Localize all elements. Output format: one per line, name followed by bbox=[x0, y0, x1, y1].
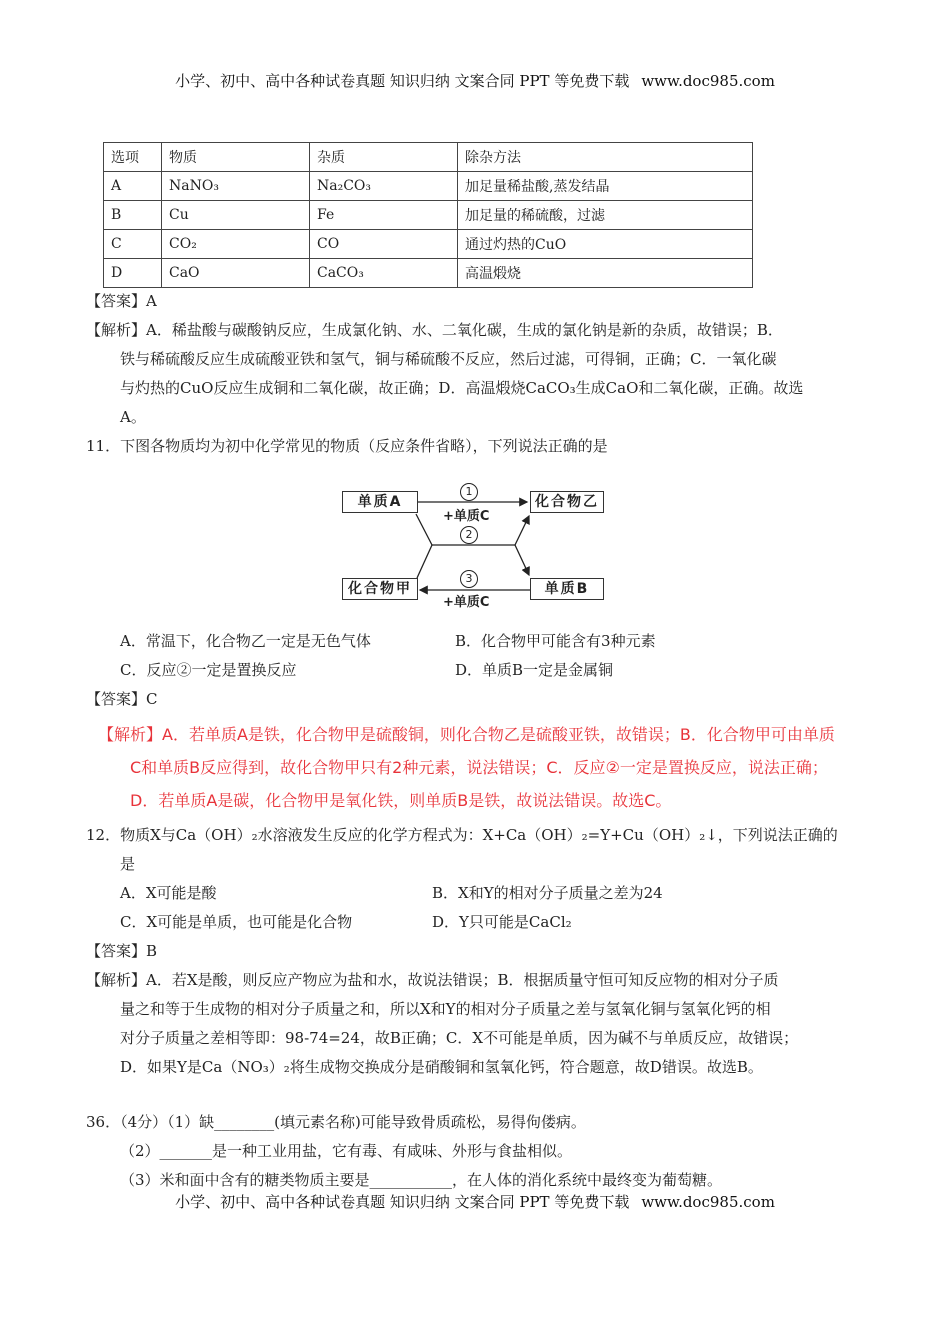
box-substance-b: 单质B bbox=[530, 578, 604, 600]
q11-answer: 【答案】C bbox=[86, 690, 158, 708]
table-header-row bbox=[104, 143, 753, 172]
q11-option-b: B．化合物甲可能含有3种元素 bbox=[455, 632, 656, 650]
table-cell: Cu bbox=[162, 201, 310, 230]
reaction-diagram bbox=[330, 478, 620, 618]
table-cell: 加足量稀盐酸,蒸发结晶 bbox=[458, 172, 753, 201]
q11-option-a: A．常温下，化合物乙一定是无色气体 bbox=[120, 632, 371, 650]
options-table bbox=[103, 142, 753, 288]
q12-option-b: B．X和Y的相对分子质量之差为24 bbox=[432, 884, 663, 902]
table-header: 杂质 bbox=[310, 143, 458, 172]
q12-analysis-line: 【解析】A．若X是酸，则反应产物应为盐和水，故说法错误；B．根据质量守恒可知反应物的相对分子质 bbox=[86, 971, 779, 989]
table-cell: C bbox=[104, 230, 162, 259]
q36-line: （2）_______是一种工业用盐，它有毒、有咸味、外形与食盐相似。 bbox=[120, 1142, 573, 1160]
box-compound-yi: 化合物乙 bbox=[530, 491, 604, 513]
table-header: 除杂方法 bbox=[458, 143, 753, 172]
reaction-2-label: 2 bbox=[460, 526, 478, 544]
box-compound-jia: 化合物甲 bbox=[342, 578, 418, 600]
q12-analysis-line: D．如果Y是Ca（NO₃）₂将生成物交换成分是硝酸铜和氢氧化钙，符合题意，故D错误。故选B。 bbox=[120, 1058, 763, 1076]
table-row bbox=[104, 172, 753, 201]
condition-top: +单质C bbox=[443, 509, 490, 524]
q10-analysis-line: 与灼热的CuO反应生成铜和二氧化碳，故正确；D．高温煅烧CaCO₃生成CaO和二氧化碳，正确。故选 bbox=[120, 379, 804, 397]
table-cell: A bbox=[104, 172, 162, 201]
q12-analysis-line: 量之和等于生成物的相对分子质量之和，所以X和Y的相对分子质量之差与氢氧化铜与氢氧化钙的相 bbox=[120, 1000, 771, 1018]
header-url[interactable]: www.doc985.com bbox=[641, 72, 775, 90]
table-cell: NaNO₃ bbox=[162, 172, 310, 201]
table-cell: CaO bbox=[162, 259, 310, 288]
q11-stem: 11．下图各物质均为初中化学常见的物质（反应条件省略），下列说法正确的是 bbox=[86, 437, 608, 455]
q11-option-c: C．反应②一定是置换反应 bbox=[120, 661, 297, 679]
table-cell: 加足量的稀硫酸，过滤 bbox=[458, 201, 753, 230]
condition-bottom: +单质C bbox=[443, 595, 490, 610]
q12-option-c: C．X可能是单质，也可能是化合物 bbox=[120, 913, 353, 931]
table-cell: CO₂ bbox=[162, 230, 310, 259]
table-cell: Fe bbox=[310, 201, 458, 230]
q11-analysis-line: C和单质B反应得到，故化合物甲只有2种元素，说法错误；C．反应②一定是置换反应，说法正确； bbox=[130, 758, 828, 777]
table-header: 物质 bbox=[162, 143, 310, 172]
page-header bbox=[0, 70, 950, 91]
q10-analysis-line: 铁与稀硫酸反应生成硫酸亚铁和氢气，铜与稀硫酸不反应，然后过滤，可得铜，正确；C．一氧化碳 bbox=[120, 350, 777, 368]
header-text: 小学、初中、高中各种试卷真题 知识归纳 文案合同 PPT 等免费下载 bbox=[175, 72, 630, 90]
footer-url[interactable]: www.doc985.com bbox=[641, 1193, 775, 1211]
table-row bbox=[104, 201, 753, 230]
q12-analysis-line: 对分子质量之差相等即：98-74=24，故B正确；C．X不可能是单质，因为碱不与单质反应，故错误； bbox=[120, 1029, 799, 1047]
footer-text: 小学、初中、高中各种试卷真题 知识归纳 文案合同 PPT 等免费下载 bbox=[175, 1193, 630, 1211]
table-cell: 高温煅烧 bbox=[458, 259, 753, 288]
reaction-3-label: 3 bbox=[460, 570, 478, 588]
table-header: 选项 bbox=[104, 143, 162, 172]
table-cell: D bbox=[104, 259, 162, 288]
q12-stem-line: 12．物质X与Ca（OH）₂水溶液发生反应的化学方程式为：X+Ca（OH）₂=Y+Cu（OH）₂↓，下列说法正确的 bbox=[86, 826, 838, 844]
reaction-1-label: 1 bbox=[460, 483, 478, 501]
q12-stem-line: 是 bbox=[120, 855, 136, 873]
table-row bbox=[104, 230, 753, 259]
table-cell: CO bbox=[310, 230, 458, 259]
q36-line: （3）米和面中含有的糖类物质主要是___________，在人体的消化系统中最终变为葡萄糖。 bbox=[120, 1171, 723, 1189]
table-cell: Na₂CO₃ bbox=[310, 172, 458, 201]
q12-option-d: D．Y只可能是CaCl₂ bbox=[432, 913, 572, 931]
q10-answer: 【答案】A bbox=[86, 292, 157, 310]
table-cell: 通过灼热的CuO bbox=[458, 230, 753, 259]
table-row bbox=[104, 259, 753, 288]
table-cell: B bbox=[104, 201, 162, 230]
q12-option-a: A．X可能是酸 bbox=[120, 884, 217, 902]
q12-answer: 【答案】B bbox=[86, 942, 158, 960]
box-substance-a: 单质A bbox=[342, 491, 418, 513]
table-cell: CaCO₃ bbox=[310, 259, 458, 288]
q36-line: 36．（4分）（1）缺________(填元素名称)可能导致骨质疏松，易得佝偻病。 bbox=[86, 1113, 586, 1131]
q11-option-d: D．单质B一定是金属铜 bbox=[455, 661, 614, 679]
q11-analysis-line: D．若单质A是碳，化合物甲是氧化铁，则单质B是铁，故说法错误。故选C。 bbox=[130, 791, 672, 810]
page-footer bbox=[0, 1191, 950, 1212]
q10-analysis-line: A。 bbox=[120, 408, 146, 426]
q11-analysis-line: 【解析】A．若单质A是铁，化合物甲是硫酸铜，则化合物乙是硫酸亚铁，故错误；B．化合物甲可由单质 bbox=[98, 725, 835, 744]
q10-analysis-line: 【解析】A．稀盐酸与碳酸钠反应，生成氯化钠、水、二氧化碳，生成的氯化钠是新的杂质，故错误；B． bbox=[86, 321, 783, 339]
